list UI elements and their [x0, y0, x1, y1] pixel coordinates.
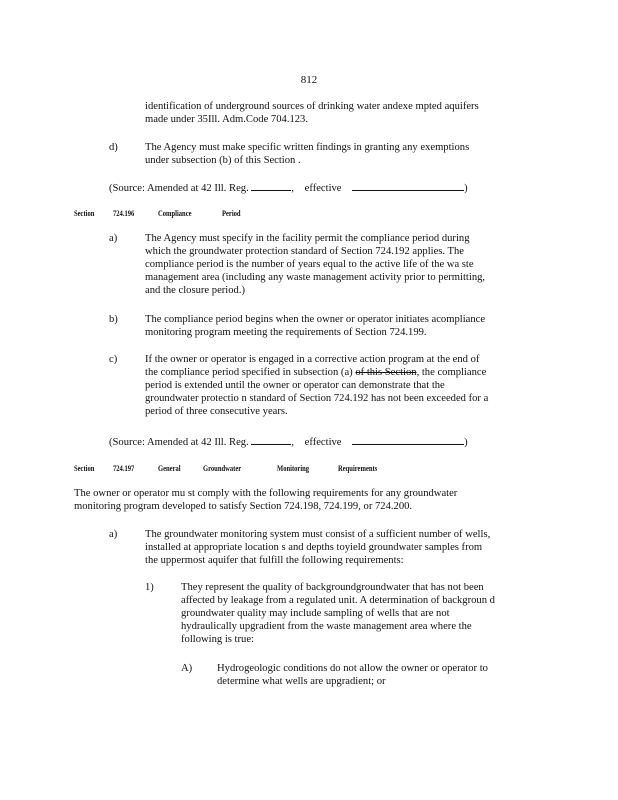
s197-intro-line-2: monitoring program developed to satisfy Section 724.198, 724.199, or 724.200.	[74, 501, 413, 512]
continued-paragraph-line-1: identification of underground sources of drinking water andexe mpted aquifers	[145, 101, 479, 112]
s197-a1-line-4: hydraulically upgradient from the waste management area where the	[181, 621, 472, 632]
s197-a1-line-3: groundwater quality may include sampling of wells that are not	[181, 608, 450, 619]
s196-b-line-1: The compliance period begins when the owner or operator initiates acompliance	[145, 314, 486, 325]
continued-paragraph-line-2: made under 35Ill. Adm.Code 704.123.	[145, 114, 309, 125]
effective-date-blank	[352, 181, 464, 191]
item-d-line-1: The Agency must make specific written findings in granting any exemptions	[145, 142, 470, 153]
s196-c-line-5: period of three consecutive years.	[145, 406, 288, 417]
s196-c-line-2-start: the compliance period specified in subsection (a)	[145, 367, 353, 378]
s197-a1A-label: A)	[181, 663, 193, 674]
s196-a-line-2: which the groundwater protection standard of Section 724.192 applies. The	[145, 246, 465, 257]
s197-a1A-line-2: determine what wells are upgradient; or	[217, 676, 386, 687]
source-comma: ,	[291, 183, 295, 194]
s196-c-line-3: period is extended until the owner or operator can demonstrate that the	[145, 380, 445, 391]
section-number: 724.196	[113, 209, 135, 218]
s196-c-line-2-end: , the compliance	[416, 367, 487, 378]
s197-a-line-1: The groundwater monitoring system must consist of a sufficient number of wells,	[145, 529, 491, 540]
s196-c-line-4: groundwater protectio n standard of Section 724.192 has not been exceeded for a	[145, 393, 489, 404]
s196-a-line-4: management area (including any waste management activity prior to permitting,	[145, 272, 486, 283]
s196-a-line-5: and the closure period.)	[145, 285, 246, 296]
source-effective: effective	[304, 437, 342, 448]
section-label: Section	[74, 464, 95, 473]
section-title-word-1: General	[158, 464, 181, 473]
s197-a1-line-5: following is true:	[181, 634, 254, 645]
s197-a1-line-2: affected by leakage from a regulated unit. A determination of backgroun d	[181, 595, 495, 606]
s196-a-label: a)	[109, 233, 118, 244]
register-blank	[251, 181, 291, 191]
s196-a-line-3: compliance period is the number of years equal to the active life of the wa ste	[145, 259, 474, 270]
s197-a1A-line-1: Hydrogeologic conditions do not allow the owner or operator to	[217, 663, 488, 674]
s196-c-label: c)	[109, 354, 118, 365]
s196-c-line-2	[145, 367, 486, 380]
s196-b-label: b)	[109, 314, 118, 325]
source-prefix: (Source: Amended at 42 Ill. Reg.	[109, 437, 249, 448]
page-number: 812	[300, 74, 318, 86]
s197-a-line-3: the uppermost aquifer that fulfill the following requirements:	[145, 555, 404, 566]
s197-a1-label: 1)	[145, 582, 154, 593]
section-label: Section	[74, 209, 95, 218]
item-d-line-2: under subsection (b) of this Section .	[145, 155, 301, 166]
section-title-word-2: Period	[222, 209, 241, 218]
source-suffix: )	[464, 437, 468, 448]
struck-text: of this Section	[355, 367, 417, 378]
section-title-word-3: Monitoring	[277, 464, 310, 473]
source-suffix: )	[464, 183, 468, 194]
s197-a-label: a)	[109, 529, 118, 540]
source-note-1	[109, 181, 468, 196]
section-title-word-4: Requirements	[338, 464, 378, 473]
s197-a1-line-1: They represent the quality of backgroundgroundwater that has not been	[181, 582, 484, 593]
section-number: 724.197	[113, 464, 135, 473]
s196-b-line-2: monitoring program meeting the requirements of Section 724.199.	[145, 327, 427, 338]
section-title-word-1: Compliance	[158, 209, 192, 218]
s197-intro-line-1: The owner or operator mu st comply with the following requirements for any groundwater	[74, 488, 458, 499]
s196-c-line-1: If the owner or operator is engaged in a corrective action program at the end of	[145, 354, 480, 365]
source-comma: ,	[291, 437, 295, 448]
effective-date-blank	[352, 435, 464, 445]
register-blank	[251, 435, 291, 445]
source-note-2	[109, 435, 468, 450]
s196-a-line-1: The Agency must specify in the facility permit the compliance period during	[145, 233, 470, 244]
item-d-label: d)	[109, 142, 118, 153]
s197-a-line-2: installed at appropriate location s and depths toyield groundwater samples from	[145, 542, 483, 553]
source-effective: effective	[304, 183, 342, 194]
source-prefix: (Source: Amended at 42 Ill. Reg.	[109, 183, 249, 194]
section-title-word-2: Groundwater	[203, 464, 242, 473]
